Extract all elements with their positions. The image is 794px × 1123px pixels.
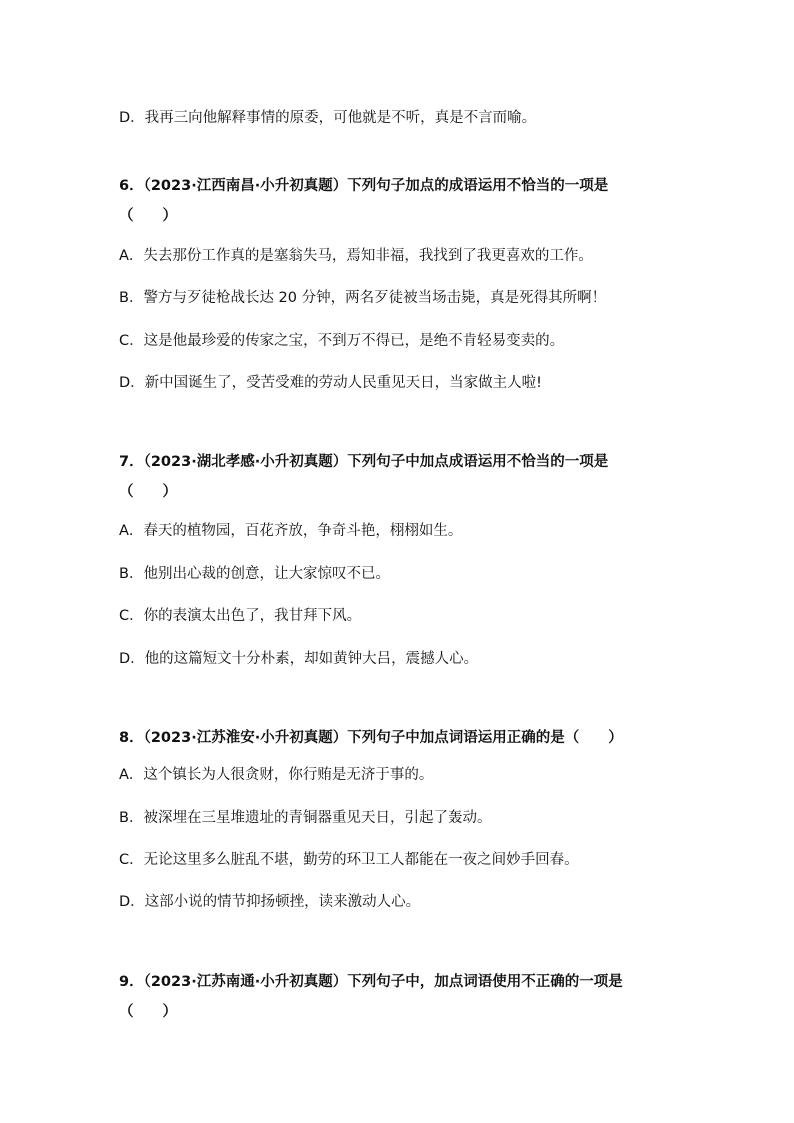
q8-option-b: B．被深埋在三星堆遗址的青铜器重见天日，引起了轰动。 xyxy=(119,810,492,826)
q9-stem: 9．（2023·江苏南通·小升初真题）下列句子中，加点词语使用不正确的一项是 xyxy=(119,974,623,990)
q9-answer-paren: （ ） xyxy=(119,1004,177,1020)
q8-stem: 8．（2023·江苏淮安·小升初真题）下列句子中加点词语运用正确的是（ ） xyxy=(119,730,623,746)
q5-option-d: D．我再三向他解释事情的原委，可他就是不听，真是不言而喻。 xyxy=(119,110,537,126)
q6-option-d: D．新中国诞生了，受苦受难的劳动人民重见天日，当家做主人啦! xyxy=(119,375,542,391)
q8-option-a: A．这个镇长为人很贪财，你行贿是无济于事的。 xyxy=(119,767,434,783)
q7-option-c: C．你的表演太出色了，我甘拜下风。 xyxy=(119,608,362,624)
q6-option-a: A．失去那份工作真的是塞翁失马，焉知非福，我找到了我更喜欢的工作。 xyxy=(119,248,593,264)
q6-stem: 6．（2023·江西南昌·小升初真题）下列句子加点的成语运用不恰当的一项是 xyxy=(119,178,609,194)
q7-option-b: B．他别出心裁的创意，让大家惊叹不已。 xyxy=(119,566,390,582)
q7-option-d: D．他的这篇短文十分朴素，却如黄钟大吕，震撼人心。 xyxy=(119,651,479,667)
q6-answer-paren: （ ） xyxy=(119,208,177,224)
q6-option-c: C．这是他最珍爱的传家之宝，不到万不得已，是绝不肯轻易变卖的。 xyxy=(119,333,565,349)
q7-answer-paren: （ ） xyxy=(119,484,177,500)
q6-option-b: B．警方与歹徒枪战长达 20 分钟，两名歹徒被当场击毙，真是死得其所啊！ xyxy=(119,290,607,306)
q8-option-d: D．这部小说的情节抑扬顿挫，读来激动人心。 xyxy=(119,894,421,910)
q7-stem: 7．（2023·湖北孝感·小升初真题）下列句子中加点成语运用不恰当的一项是 xyxy=(119,454,609,470)
q8-option-c: C．无论这里多么脏乱不堪，勤劳的环卫工人都能在一夜之间妙手回春。 xyxy=(119,852,579,868)
q7-option-a: A．春天的植物园，百花齐放，争奇斗艳，栩栩如生。 xyxy=(119,523,463,539)
